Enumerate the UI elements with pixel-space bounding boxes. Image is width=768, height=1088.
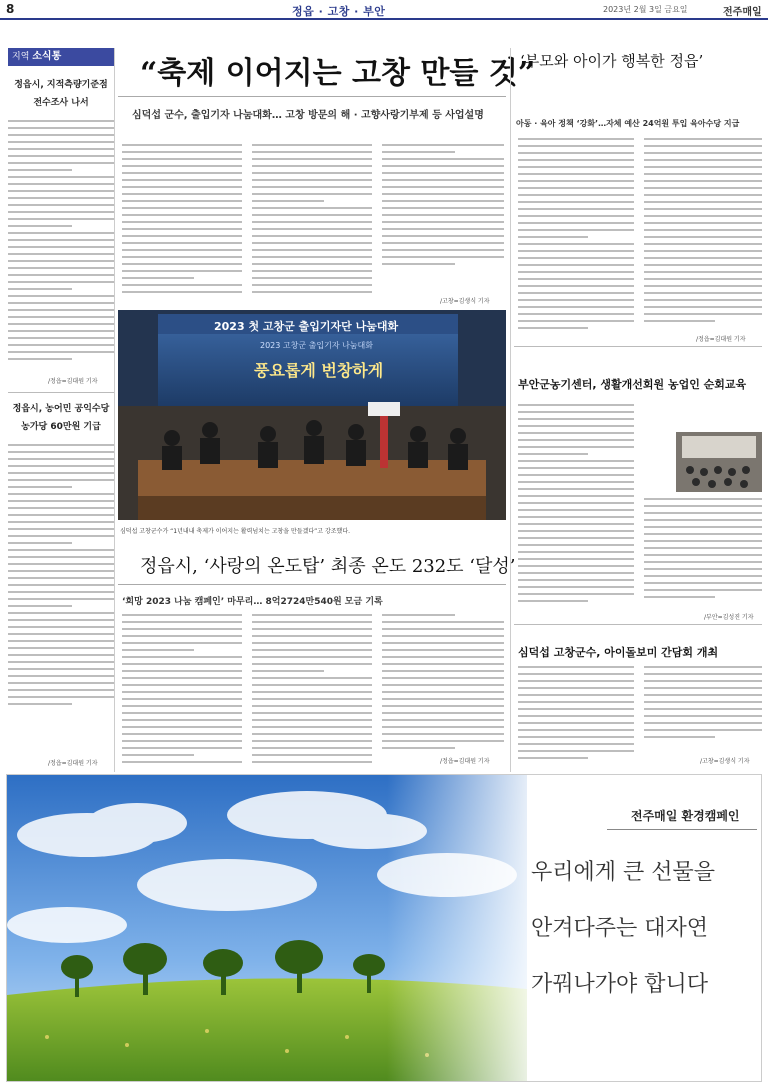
farm-edu-photo	[676, 432, 762, 492]
lecture-photo-illustration	[676, 432, 762, 492]
farm-edu-body-col2	[644, 498, 762, 610]
column-tag: 지역 소식통	[8, 48, 114, 66]
newspaper-brand: 전주매일	[723, 7, 762, 18]
donation-body-col2	[252, 614, 372, 766]
childcare-body-col2	[644, 666, 762, 752]
parenting-byline: /정읍=김대원 기자	[696, 336, 746, 343]
parenting-headline: ‘부모와 아이가 행복한 정읍’	[520, 52, 704, 70]
brief2-body	[8, 444, 114, 756]
column-tag-title: 소식통	[32, 51, 62, 62]
brief1-title-line2: 전수조사 나서	[33, 98, 89, 108]
main-subheadline: 심덕섭 군수, 출입기자 나눔대화… 고창 방문의 해 · 고향사랑기부제 등 사업설명	[132, 110, 484, 121]
ad-copy-line2: 안겨다주는 대자연	[531, 916, 709, 941]
environment-campaign-ad	[6, 774, 762, 1082]
photo-banner-sub: 2023 고창군 출입기자 나눔대화	[260, 341, 373, 350]
main-headline: “축제 이어지는 고창 만들 것”	[140, 56, 536, 91]
donation-rule	[118, 584, 506, 585]
childcare-headline: 심덕섭 고창군수, 아이돌보미 간담회 개최	[518, 646, 719, 659]
press-meeting-photo	[118, 310, 506, 520]
donation-body-col3	[382, 614, 504, 754]
right-divider-2	[514, 624, 762, 625]
brief-divider	[8, 392, 114, 393]
parenting-body-col2	[644, 138, 762, 334]
headline-rule	[118, 96, 506, 97]
main-byline: /고창=김생식 기자	[440, 298, 490, 305]
parenting-subheadline: 아동 · 육아 정책 ‘강화’…자체 예산 24억원 투입 육아수당 지급	[516, 119, 740, 128]
brief2-byline: /정읍=김대원 기자	[48, 760, 98, 767]
farm-edu-headline: 부안군농기센터, 생활개선회원 농업인 순회교육	[518, 378, 747, 391]
issue-date: 2023년 2월 3일 금요일	[603, 5, 688, 14]
photo-banner: 2023 첫 고창군 출입기자단 나눔대화	[214, 320, 399, 333]
donation-body-col1	[122, 614, 242, 766]
brief1-byline: /정읍=김대원 기자	[48, 378, 98, 385]
column-divider-right	[510, 48, 511, 772]
right-divider-1	[514, 346, 762, 347]
childcare-body-col1	[518, 666, 634, 766]
photo-caption: 심덕섭 고창군수가 “1년내내 축제가 이어지는 활력넘치는 고창을 만들겠다”고 강조했다.	[120, 528, 351, 535]
column-divider	[114, 48, 115, 772]
brief2-title-line1: 정읍시, 농어민 공익수당	[12, 404, 110, 414]
donation-subheadline: ‘희망 2023 나눔 캠페인’ 마무리… 8억2724만540원 모금 기록	[122, 597, 383, 607]
page-number: 8	[6, 2, 15, 16]
brief1-body	[8, 120, 114, 378]
main-body-col3	[382, 144, 504, 274]
donation-byline: /정읍=김대원 기자	[440, 758, 490, 765]
donation-headline: 정읍시, ‘사랑의 온도탑’ 최종 온도 232도 ‘달성’	[140, 556, 516, 577]
brief2-title-line2: 농가당 60만원 기급	[21, 422, 101, 432]
section-title: 정읍 · 고창 · 부안	[292, 5, 386, 18]
ad-copy-line1: 우리에게 큰 선물을	[531, 860, 716, 885]
ad-copy-line3: 가꿔나가야 합니다	[531, 972, 709, 997]
parenting-body-col1	[518, 138, 634, 338]
farm-edu-byline: /부안=김성진 기자	[704, 614, 754, 621]
brief1-title-line1: 정읍시, 지적측량기준점	[14, 80, 108, 90]
page-header	[0, 0, 768, 20]
ad-campaign-title: 전주매일 환경캠페인	[631, 809, 740, 823]
main-body-col1	[122, 144, 242, 304]
main-body-col2	[252, 144, 372, 304]
photo-slogan: 풍요롭게 번창하게	[254, 361, 384, 380]
news-brief-column	[8, 48, 114, 773]
childcare-byline: /고창=김생식 기자	[700, 758, 750, 765]
farm-edu-body-col1	[518, 404, 634, 610]
